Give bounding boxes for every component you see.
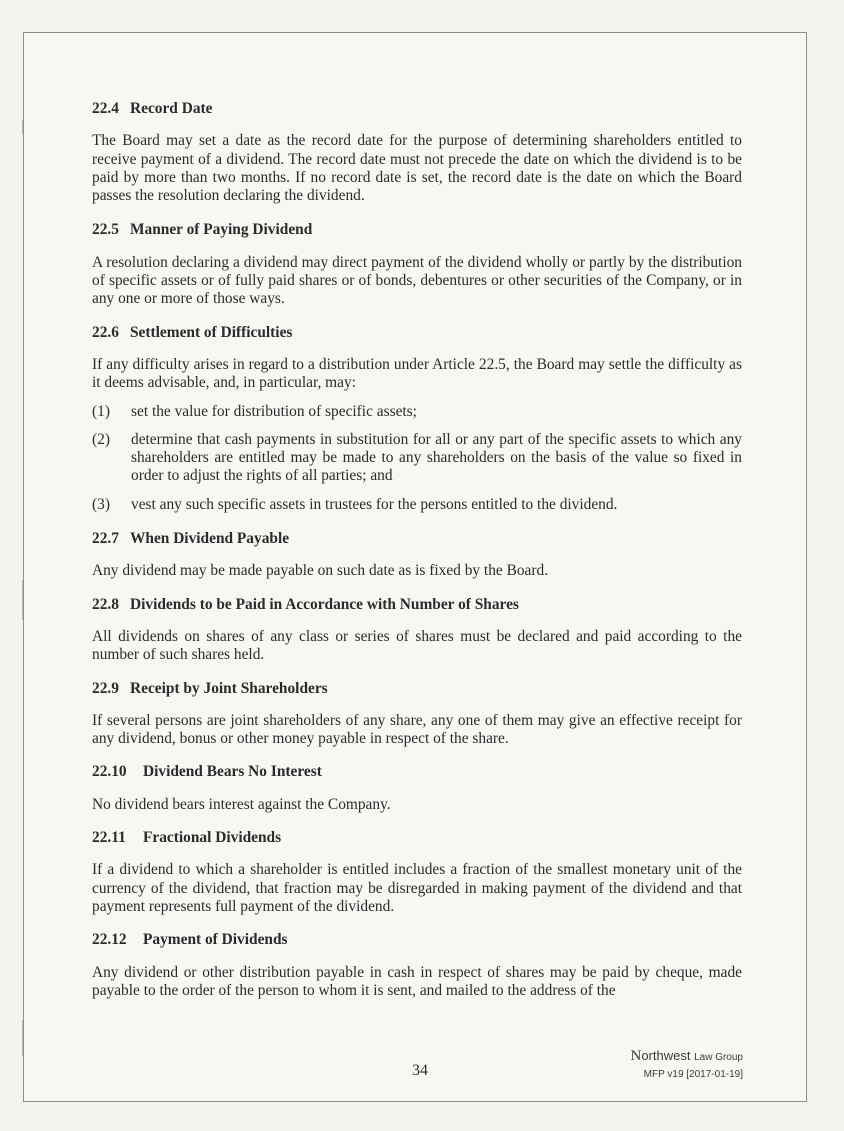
section-title: Payment of Dividends [143, 931, 288, 949]
scan-mark [22, 120, 23, 134]
section-number: 22.5 [92, 221, 119, 239]
section-22-4 [92, 100, 742, 205]
list-item [92, 403, 742, 421]
section-title: When Dividend Payable [130, 530, 290, 548]
section-heading [92, 680, 742, 698]
section-body: Any dividend may be made payable on such date as is fixed by the Board. [92, 562, 549, 580]
section-heading [92, 596, 742, 614]
section-22-5 [92, 221, 742, 308]
page-number: 34 [412, 1062, 428, 1079]
section-body: All dividends on shares of any class or series of shares must be declared and paid according to the number of such shares held. [92, 627, 742, 664]
section-heading [92, 324, 742, 342]
section-title: Dividends to be Paid in Accordance with Number of Shares [130, 595, 519, 613]
list-marker: (2) [92, 430, 110, 448]
footer-firm-block [630, 1048, 743, 1080]
section-number: 22.4 [92, 100, 119, 117]
section-22-11 [92, 829, 742, 916]
section-number: 22.11 [92, 829, 126, 847]
firm-suffix: Law Group [694, 1052, 743, 1063]
section-title: Fractional Dividends [143, 829, 282, 847]
document-body [92, 100, 742, 1014]
list-text: vest any such specific assets in trustees for the persons entitled to the dividend. [131, 495, 618, 513]
section-22-6 [92, 324, 742, 514]
section-22-10 [92, 763, 742, 814]
section-body: If any difficulty arises in regard to a distribution under Article 22.5, the Board may settle the difficulty as it deems advisable, and, in particular, may: [92, 355, 742, 392]
firm-name-rest: orthwest [641, 1048, 691, 1063]
section-body: A resolution declaring a dividend may direct payment of the dividend wholly or partly by the distribution of specific assets or of fully paid shares or of bonds, debentures or other securities of the Company, or in any one or more of those ways. [92, 253, 742, 308]
section-heading [92, 763, 742, 781]
section-number: 22.9 [92, 679, 119, 697]
section-number: 22.7 [92, 530, 119, 548]
list-text: determine that cash payments in substitution for all or any part of the specific assets to which any shareholders are entitled may be made to any shareholders on the basis of the value so fixed in order to adjust the rights of all parties; and [131, 430, 742, 485]
section-number: 22.10 [92, 763, 127, 781]
document-version: MFP v19 [2017-01-19] [643, 1069, 743, 1080]
section-22-8 [92, 596, 742, 665]
section-heading [92, 221, 742, 239]
section-heading [92, 829, 742, 847]
firm-name [630, 1048, 743, 1065]
list-marker: (1) [92, 402, 110, 420]
section-heading [92, 100, 742, 118]
section-title: Manner of Paying Dividend [130, 221, 313, 239]
section-22-9 [92, 680, 742, 749]
section-title: Record Date [130, 100, 213, 117]
scan-mark [22, 580, 23, 620]
firm-initial: N [630, 1048, 642, 1064]
section-body: Any dividend or other distribution payable in cash in respect of shares may be paid by cheque, made payable to the order of the person to whom it is sent, and mailed to the address of the [92, 963, 742, 999]
section-heading [92, 530, 742, 548]
list-item [92, 431, 742, 486]
section-22-7 [92, 530, 742, 581]
section-title: Receipt by Joint Shareholders [130, 679, 328, 697]
scan-mark [22, 1020, 23, 1056]
section-body: If several persons are joint shareholders of any share, any one of them may give an effective receipt for any dividend, bonus or other money payable in respect of the share. [92, 711, 742, 748]
list-text: set the value for distribution of specific assets; [131, 402, 417, 420]
section-number: 22.12 [92, 931, 127, 949]
section-heading [92, 931, 742, 949]
section-body: The Board may set a date as the record date for the purpose of determining shareholders entitled to receive payment of a dividend. The record date must not precede the date on which the dividend is to be paid by more than two months. If no record date is set, the record date is the date on which the Board passes the resolution declaring the dividend. [92, 132, 742, 205]
section-22-12 [92, 931, 742, 1000]
list-marker: (3) [92, 495, 110, 513]
section-number: 22.6 [92, 323, 119, 341]
section-title: Settlement of Difficulties [130, 323, 293, 341]
section-number: 22.8 [92, 595, 119, 613]
section-body: If a dividend to which a shareholder is entitled includes a fraction of the smallest monetary unit of the currency of the dividend, that fraction may be disregarded in making payment of the dividend and that payment represents full payment of the dividend. [92, 861, 742, 915]
section-body: No dividend bears interest against the Company. [92, 795, 391, 813]
section-title: Dividend Bears No Interest [143, 763, 322, 781]
list-item [92, 496, 742, 514]
